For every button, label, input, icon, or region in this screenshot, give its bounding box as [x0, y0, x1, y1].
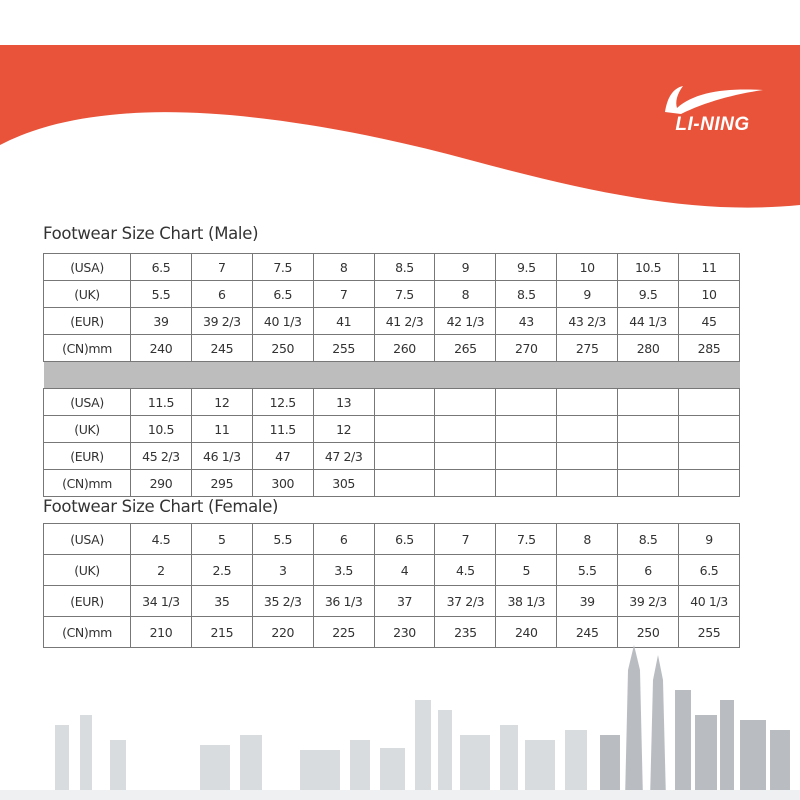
size-cell: [374, 416, 435, 443]
size-cell: 225: [313, 617, 374, 648]
li-ning-swoosh-icon: [655, 82, 770, 116]
size-cell: 39 2/3: [191, 308, 252, 335]
size-cell: [557, 470, 618, 497]
size-cell: 305: [313, 470, 374, 497]
size-cell: 38 1/3: [496, 586, 557, 617]
size-cell: [374, 470, 435, 497]
table-separator: [44, 362, 740, 389]
size-cell: 270: [496, 335, 557, 362]
size-cell: [496, 443, 557, 470]
size-cell: 11: [191, 416, 252, 443]
table-row: [44, 308, 740, 335]
table-row: [44, 470, 740, 497]
size-cell: 3: [252, 555, 313, 586]
size-cell: 8.5: [618, 524, 679, 555]
size-cell: [557, 416, 618, 443]
size-cell: 3.5: [313, 555, 374, 586]
size-cell: [679, 416, 740, 443]
size-cell: 12: [191, 389, 252, 416]
size-cell: 2: [131, 555, 192, 586]
size-cell: 250: [252, 335, 313, 362]
size-cell: [618, 416, 679, 443]
size-cell: [557, 443, 618, 470]
size-cell: 6.5: [252, 281, 313, 308]
size-cell: 43 2/3: [557, 308, 618, 335]
size-cell: 4.5: [435, 555, 496, 586]
separator-band: [44, 362, 740, 389]
size-cell: 5.5: [252, 524, 313, 555]
row-label: (UK): [44, 416, 131, 443]
city-skyline-illustration: [0, 630, 800, 800]
row-label: (CN)mm: [44, 617, 131, 648]
size-cell: [496, 470, 557, 497]
size-cell: 275: [557, 335, 618, 362]
size-cell: [435, 443, 496, 470]
size-cell: [435, 416, 496, 443]
size-cell: [618, 470, 679, 497]
size-cell: 4.5: [131, 524, 192, 555]
size-cell: 7: [313, 281, 374, 308]
size-cell: 45 2/3: [131, 443, 192, 470]
size-cell: 8.5: [496, 281, 557, 308]
row-label: (USA): [44, 524, 131, 555]
size-cell: 10.5: [618, 254, 679, 281]
size-cell: [557, 389, 618, 416]
size-cell: 220: [252, 617, 313, 648]
size-cell: 13: [313, 389, 374, 416]
size-cell: [374, 443, 435, 470]
size-cell: 5: [191, 524, 252, 555]
size-cell: 11.5: [252, 416, 313, 443]
size-cell: 235: [435, 617, 496, 648]
row-label: (EUR): [44, 308, 131, 335]
row-label: (CN)mm: [44, 470, 131, 497]
table-row: [44, 555, 740, 586]
size-cell: 2.5: [191, 555, 252, 586]
size-cell: 290: [131, 470, 192, 497]
size-cell: 12.5: [252, 389, 313, 416]
size-cell: 10.5: [131, 416, 192, 443]
size-cell: 300: [252, 470, 313, 497]
size-cell: 8.5: [374, 254, 435, 281]
size-cell: 7: [191, 254, 252, 281]
size-cell: 11: [679, 254, 740, 281]
size-cell: [435, 470, 496, 497]
size-cell: 35 2/3: [252, 586, 313, 617]
size-cell: 36 1/3: [313, 586, 374, 617]
size-cell: [435, 389, 496, 416]
li-ning-logo: [655, 82, 775, 142]
size-cell: 250: [618, 617, 679, 648]
size-cell: 240: [496, 617, 557, 648]
size-cell: 8: [435, 281, 496, 308]
size-cell: 6: [618, 555, 679, 586]
size-cell: 5: [496, 555, 557, 586]
table-row: [44, 389, 740, 416]
row-label: (EUR): [44, 443, 131, 470]
table-row: [44, 524, 740, 555]
size-cell: 11.5: [131, 389, 192, 416]
size-cell: [679, 443, 740, 470]
size-cell: 9: [679, 524, 740, 555]
size-cell: 6: [191, 281, 252, 308]
size-cell: 4: [374, 555, 435, 586]
size-cell: 210: [131, 617, 192, 648]
size-cell: 7.5: [374, 281, 435, 308]
size-cell: 285: [679, 335, 740, 362]
size-cell: 42 1/3: [435, 308, 496, 335]
size-cell: 47: [252, 443, 313, 470]
size-cell: 45: [679, 308, 740, 335]
size-cell: [618, 389, 679, 416]
size-cell: 245: [191, 335, 252, 362]
size-cell: [679, 470, 740, 497]
size-cell: 6.5: [131, 254, 192, 281]
table-row: [44, 586, 740, 617]
size-cell: 7: [435, 524, 496, 555]
size-cell: 260: [374, 335, 435, 362]
logo-text: LI-NING: [675, 114, 750, 135]
size-cell: 43: [496, 308, 557, 335]
size-cell: [496, 416, 557, 443]
size-cell: 6.5: [374, 524, 435, 555]
size-cell: [618, 443, 679, 470]
row-label: (USA): [44, 389, 131, 416]
size-cell: 6.5: [679, 555, 740, 586]
size-cell: 255: [313, 335, 374, 362]
size-cell: 9: [557, 281, 618, 308]
size-cell: [374, 389, 435, 416]
size-cell: 39: [557, 586, 618, 617]
table-row: [44, 254, 740, 281]
size-cell: [496, 389, 557, 416]
size-cell: 47 2/3: [313, 443, 374, 470]
male-chart-title: Footwear Size Chart (Male): [43, 224, 259, 243]
size-cell: 255: [679, 617, 740, 648]
size-cell: 12: [313, 416, 374, 443]
size-cell: 35: [191, 586, 252, 617]
size-cell: 265: [435, 335, 496, 362]
table-row: [44, 281, 740, 308]
size-cell: 40 1/3: [679, 586, 740, 617]
row-label: (EUR): [44, 586, 131, 617]
size-cell: 215: [191, 617, 252, 648]
size-cell: 44 1/3: [618, 308, 679, 335]
size-cell: 5.5: [557, 555, 618, 586]
size-cell: 40 1/3: [252, 308, 313, 335]
size-cell: 8: [557, 524, 618, 555]
table-row: [44, 416, 740, 443]
size-cell: 295: [191, 470, 252, 497]
size-cell: 6: [313, 524, 374, 555]
table-row: [44, 443, 740, 470]
size-cell: [679, 389, 740, 416]
size-cell: 7.5: [252, 254, 313, 281]
table-row: [44, 335, 740, 362]
size-cell: 34 1/3: [131, 586, 192, 617]
size-cell: 37 2/3: [435, 586, 496, 617]
size-cell: 5.5: [131, 281, 192, 308]
size-cell: 10: [679, 281, 740, 308]
size-cell: 41 2/3: [374, 308, 435, 335]
size-cell: 7.5: [496, 524, 557, 555]
size-cell: 37: [374, 586, 435, 617]
size-cell: 46 1/3: [191, 443, 252, 470]
size-cell: 39: [131, 308, 192, 335]
row-label: (UK): [44, 281, 131, 308]
size-cell: 39 2/3: [618, 586, 679, 617]
female-chart-title: Footwear Size Chart (Female): [43, 497, 279, 516]
size-cell: 280: [618, 335, 679, 362]
row-label: (USA): [44, 254, 131, 281]
size-cell: 230: [374, 617, 435, 648]
size-cell: 10: [557, 254, 618, 281]
male-size-table: [43, 253, 740, 497]
size-cell: 9.5: [618, 281, 679, 308]
size-cell: 9: [435, 254, 496, 281]
size-cell: 245: [557, 617, 618, 648]
size-cell: 240: [131, 335, 192, 362]
size-cell: 41: [313, 308, 374, 335]
row-label: (UK): [44, 555, 131, 586]
row-label: (CN)mm: [44, 335, 131, 362]
size-cell: 9.5: [496, 254, 557, 281]
size-cell: 8: [313, 254, 374, 281]
